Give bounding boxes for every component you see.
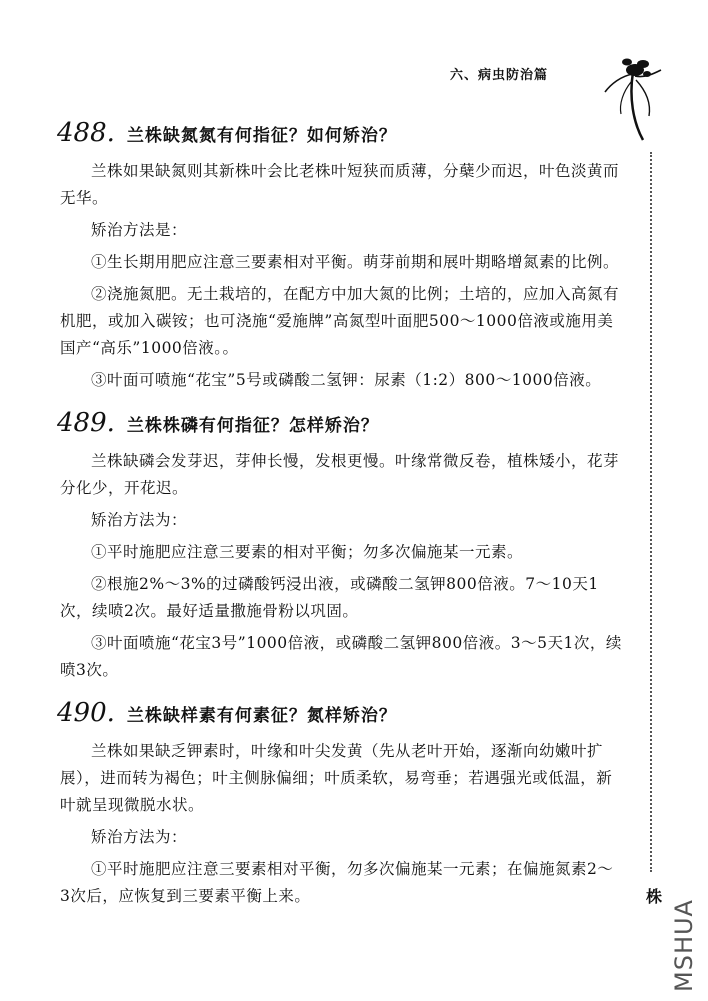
question-490: [57, 698, 622, 910]
paragraph: 矫治方法为：: [91, 828, 188, 846]
paragraph: ③叶面可喷施“花宝”5号或磷酸二氢钾：尿素（1:2）800～1000倍液。: [91, 371, 602, 389]
paragraph: 兰株缺磷会发芽迟，芽伸长慢，发根更慢。叶缘常微反卷，植株矮小，花芽分化少，开花迟。: [60, 452, 620, 497]
question-number: 489.: [57, 408, 115, 438]
paragraph: ①平时施肥应注意三要素相对平衡，勿多次偏施某一元素；在偏施氮素2～3次后，应恢复到三要素平衡上来。: [60, 860, 614, 905]
paragraph: ②浇施氮肥。无土栽培的，在配方中加大氮的比例；土培的，应加入高氮有机肥，或加入碳铵；也可浇施“爱施牌”高氮型叶面肥500～1000倍液或施用美国产“高乐”1000倍液。。: [60, 285, 620, 357]
question-489: [57, 408, 622, 684]
paragraph: ①生长期用肥应注意三要素相对平衡。萌芽前期和展叶期略增氮素的比例。: [91, 253, 620, 271]
margin-dotted-rule: [650, 152, 652, 872]
paragraph: ①平时施肥应注意三要素的相对平衡；勿多次偏施某一元素。: [91, 543, 524, 561]
chapter-header: 六、病虫防治篇: [450, 68, 549, 83]
paragraph: ②根施2%～3%的过磷酸钙浸出液，或磷酸二氢钾800倍液。7～10天1次，续喷2次。最好适量撒施骨粉以巩固。: [60, 575, 599, 620]
question-title: 兰株缺样素有何素征？氮样矫治？: [126, 706, 397, 726]
question-488: [57, 118, 622, 394]
watermark: MSHUA: [670, 899, 698, 992]
question-heading: [57, 118, 622, 148]
paragraph: ③叶面喷施“花宝3号”1000倍液，或磷酸二氢钾800倍液。3～5天1次，续喷3次。: [60, 634, 622, 679]
page-content: [57, 118, 622, 915]
paragraph: 兰株如果缺乏钾素时，叶缘和叶尖发黄（先从老叶开始，逐渐向幼嫩叶扩展），进而转为褐色；叶主侧脉偏细；叶质柔软，易弯垂；若遇强光或低温，新叶就呈现微脱水状。: [60, 742, 613, 814]
paragraph: 矫治方法为：: [91, 511, 188, 529]
question-title: 兰株株磷有何指征？怎样矫治？: [126, 416, 379, 436]
side-tab: 株: [646, 887, 663, 906]
paragraph: 矫治方法是：: [91, 221, 188, 239]
question-number: 490.: [57, 698, 115, 728]
paragraph: 兰株如果缺氮则其新株叶会比老株叶短狭而质薄，分蘖少而迟，叶色淡黄而无华。: [60, 162, 620, 207]
question-heading: [57, 408, 622, 438]
question-title: 兰株缺氮氮有何指征？如何矫治？: [126, 126, 397, 146]
question-number: 488.: [57, 118, 115, 148]
question-heading: [57, 698, 622, 728]
